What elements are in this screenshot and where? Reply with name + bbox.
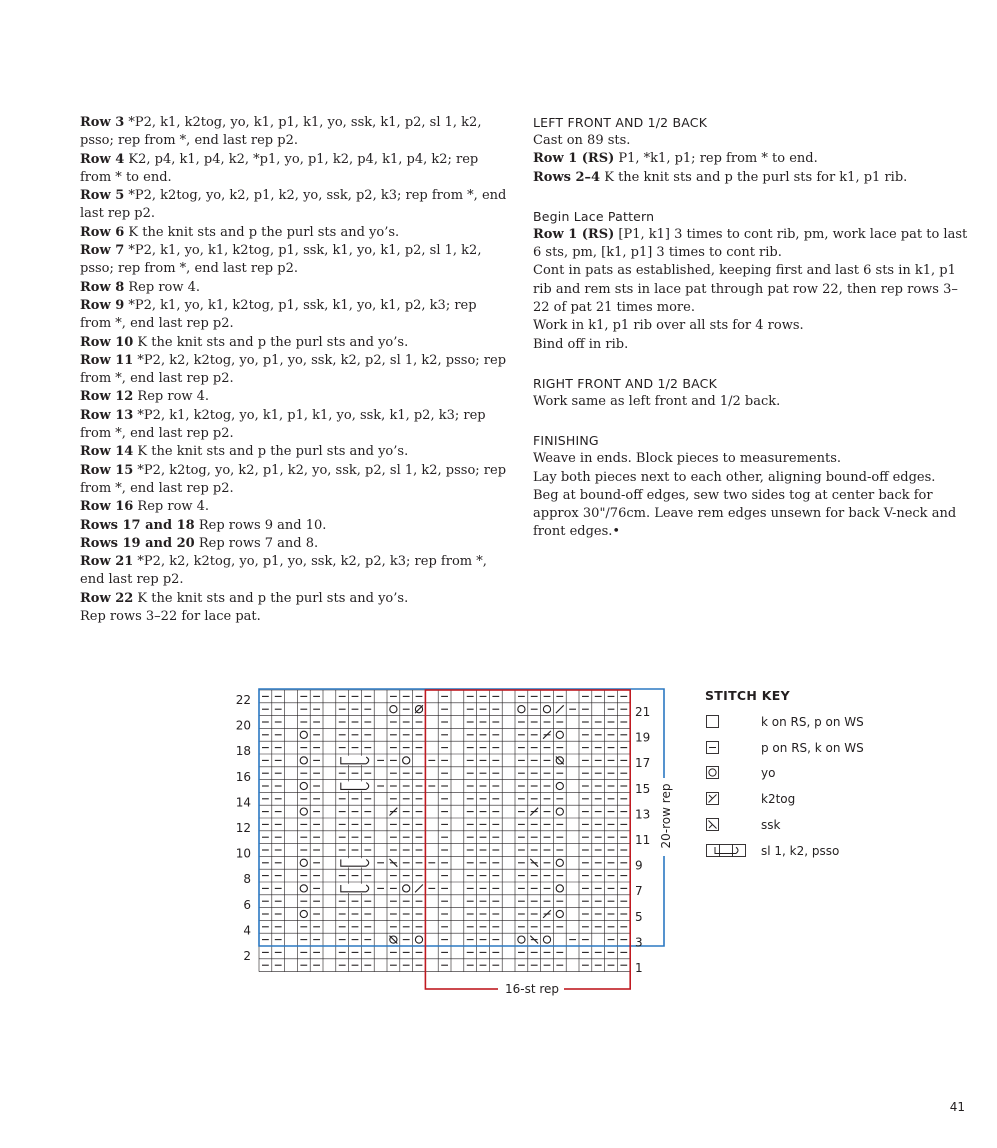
lace-cont: Cont in pats as established, keeping first and last 6 sts in k1, p1 rib and rem sts in lace pat through pat row 22, then rep rows 3–22 of pat 21 times more. [533, 263, 958, 316]
row-label: 21 [635, 705, 651, 719]
instruction-row: Row 22 K the knit sts and p the purl sts and yo’s. [80, 590, 409, 606]
row-label: 13 [635, 807, 651, 822]
yo-stitch [556, 782, 563, 789]
row-label: 5 [635, 909, 643, 924]
instruction-row: Row 12 Rep row 4. [80, 389, 210, 405]
instruction-row: Row 13 *P2, k1, k2tog, yo, k1, p1, k1, yo, ssk, k1, p2, k3; rep from *, end last rep p2. [80, 407, 486, 442]
instruction-row: Row 16 Rep row 4. [80, 499, 210, 515]
yo-stitch [556, 859, 563, 866]
ssk-symbol-icon [705, 818, 749, 832]
finishing-heading: FINISHING [533, 433, 599, 449]
row-label: 17 [635, 756, 651, 771]
left-front-rows-2-4: Rows 2–4 K the knit sts and p the purl sts for k1, p1 rib. [533, 169, 908, 185]
stitch-key [705, 688, 864, 864]
yo-stitch [543, 706, 550, 713]
yo-stitch [403, 885, 410, 892]
row-label: 11 [635, 833, 651, 847]
key-item-yo: yo [705, 761, 864, 787]
row-label: 2 [243, 949, 251, 963]
stitch-repeat-label: 16-st rep [504, 982, 560, 996]
k2tog-stitch [415, 885, 423, 893]
yo-stitch [300, 808, 307, 815]
row-label: 10 [235, 846, 251, 861]
yo-stitch [518, 936, 525, 943]
yo-stitch [556, 731, 563, 738]
yo-stitch [390, 706, 397, 713]
yo-stitch [300, 782, 307, 789]
instruction-row: Rows 17 and 18 Rep rows 9 and 10. [80, 517, 327, 533]
row-label: 6 [243, 897, 251, 912]
lace-bind: Bind off in rib. [533, 336, 629, 352]
instruction-row: Row 4 K2, p4, k1, p4, k2, *p1, yo, p1, k2, p4, k1, p4, k2; rep from * to end. [80, 151, 479, 185]
yo-stitch [518, 706, 525, 713]
key-item-k2tog: k2tog [705, 786, 864, 812]
row-label: 19 [635, 730, 651, 745]
key-item-sl1k2psso: sl 1, k2, psso [705, 838, 864, 864]
instruction-row: Row 9 *P2, k1, yo, k1, k2tog, p1, ssk, k1, yo, k1, p2, k3; rep from *, end last rep p2. [80, 297, 477, 332]
yo-stitch [300, 910, 307, 917]
lace-heading: Begin Lace Pattern [533, 208, 655, 224]
yo-stitch [556, 808, 563, 815]
row-label: 18 [235, 744, 251, 759]
k2tog-stitch [556, 705, 564, 713]
instruction-row: Row 21 *P2, k2, k2tog, yo, p1, yo, ssk, k2, p2, k3; rep from *, end last rep p2. [80, 554, 487, 588]
instruction-row: Row 11 *P2, k2, k2tog, yo, p1, yo, ssk, k2, p2, sl 1, k2, psso; rep from *, end last rep p2. [80, 352, 507, 387]
instruction-row: Row 6 K the knit sts and p the purl sts and yo’s. [80, 224, 400, 240]
row-label: 9 [635, 858, 643, 873]
row-label: 12 [235, 821, 251, 835]
sl1k2psso-symbol-icon [705, 844, 749, 858]
row-repeat-label: 20-row rep [659, 783, 673, 849]
yo-stitch [543, 936, 550, 943]
yo-stitch [415, 936, 422, 943]
instruction-row: Row 14 K the knit sts and p the purl sts and yo’s. [80, 444, 409, 460]
row-label: 22 [235, 693, 251, 707]
yo-symbol-icon [705, 766, 749, 780]
yo-stitch [300, 757, 307, 764]
row-label: 14 [235, 795, 251, 810]
key-item-knit: k on RS, p on WS [705, 709, 864, 735]
knit-symbol-icon [705, 715, 749, 729]
instruction-row: Rep rows 3–22 for lace pat. [80, 609, 261, 625]
yo-stitch [403, 757, 410, 764]
instruction-row: Row 8 Rep row 4. [80, 279, 201, 295]
lace-work: Work in k1, p1 rib over all sts for 4 rows. [533, 318, 804, 334]
yo-stitch [300, 885, 307, 892]
right-front-text: Work same as left front and 1/2 back. [533, 393, 781, 409]
row-label: 4 [243, 923, 251, 938]
row-label: 7 [635, 884, 643, 899]
instruction-row: Row 3 *P2, k1, k2tog, yo, k1, p1, k1, yo, ssk, k1, p2, sl 1, k2, psso; rep from *, end last rep p2. [80, 115, 482, 149]
yo-stitch [556, 910, 563, 917]
left-front-row1: Row 1 (RS) P1, *k1, p1; rep from * to end. [533, 151, 818, 167]
left-front-heading: LEFT FRONT AND 1/2 BACK [533, 115, 708, 130]
row-label: 8 [243, 872, 251, 887]
row-label: 20 [235, 718, 251, 733]
row-label: 3 [635, 935, 643, 950]
instruction-row: Rows 19 and 20 Rep rows 7 and 8. [80, 535, 319, 551]
yo-stitch [300, 859, 307, 866]
row-label: 1 [635, 961, 643, 975]
k2tog-symbol-icon [705, 792, 749, 806]
instruction-row: Row 5 *P2, k2tog, yo, k2, p1, k2, yo, ssk, p2, k3; rep from *, end last rep p2. [80, 188, 507, 222]
instruction-row: Row 7 *P2, k1, yo, k1, k2tog, p1, ssk, k1, yo, k1, p2, sl 1, k2, psso; rep from *, end last rep p2. [80, 243, 482, 277]
yo-stitch [300, 731, 307, 738]
key-item-ssk: ssk [705, 812, 864, 838]
finishing-p2: Lay both pieces next to each other, aligning bound-off edges. [533, 469, 936, 485]
row-label: 15 [635, 781, 651, 796]
right-front-heading: RIGHT FRONT AND 1/2 BACK [533, 375, 717, 391]
finishing-p3: Beg at bound-off edges, sew two sides tog at center back for approx 30"/76cm. Leave rem edges unsewn for back V-neck and front edges.• [533, 487, 957, 540]
lace-row1: Row 1 (RS) [P1, k1] 3 times to cont rib, pm, work lace pat to last 6 sts, pm, [k1, p1] 3 times to cont rib. [533, 226, 968, 261]
instruction-row: Row 10 K the knit sts and p the purl sts and yo’s. [80, 334, 409, 350]
yo-stitch [556, 885, 563, 892]
stitch-key-title: STITCH KEY [705, 688, 790, 703]
key-item-purl: p on RS, k on WS [705, 735, 864, 761]
instruction-row: Row 15 *P2, k2tog, yo, k2, p1, k2, yo, ssk, p2, sl 1, k2, psso; rep from *, end last rep p2. [80, 462, 507, 496]
finishing-p1: Weave in ends. Block pieces to measurements. [533, 451, 842, 467]
row-label: 16 [235, 769, 251, 784]
purl-symbol-icon [705, 741, 749, 755]
page-number: 41 [949, 1100, 965, 1114]
cast-on-text: Cast on 89 sts. [533, 133, 631, 148]
